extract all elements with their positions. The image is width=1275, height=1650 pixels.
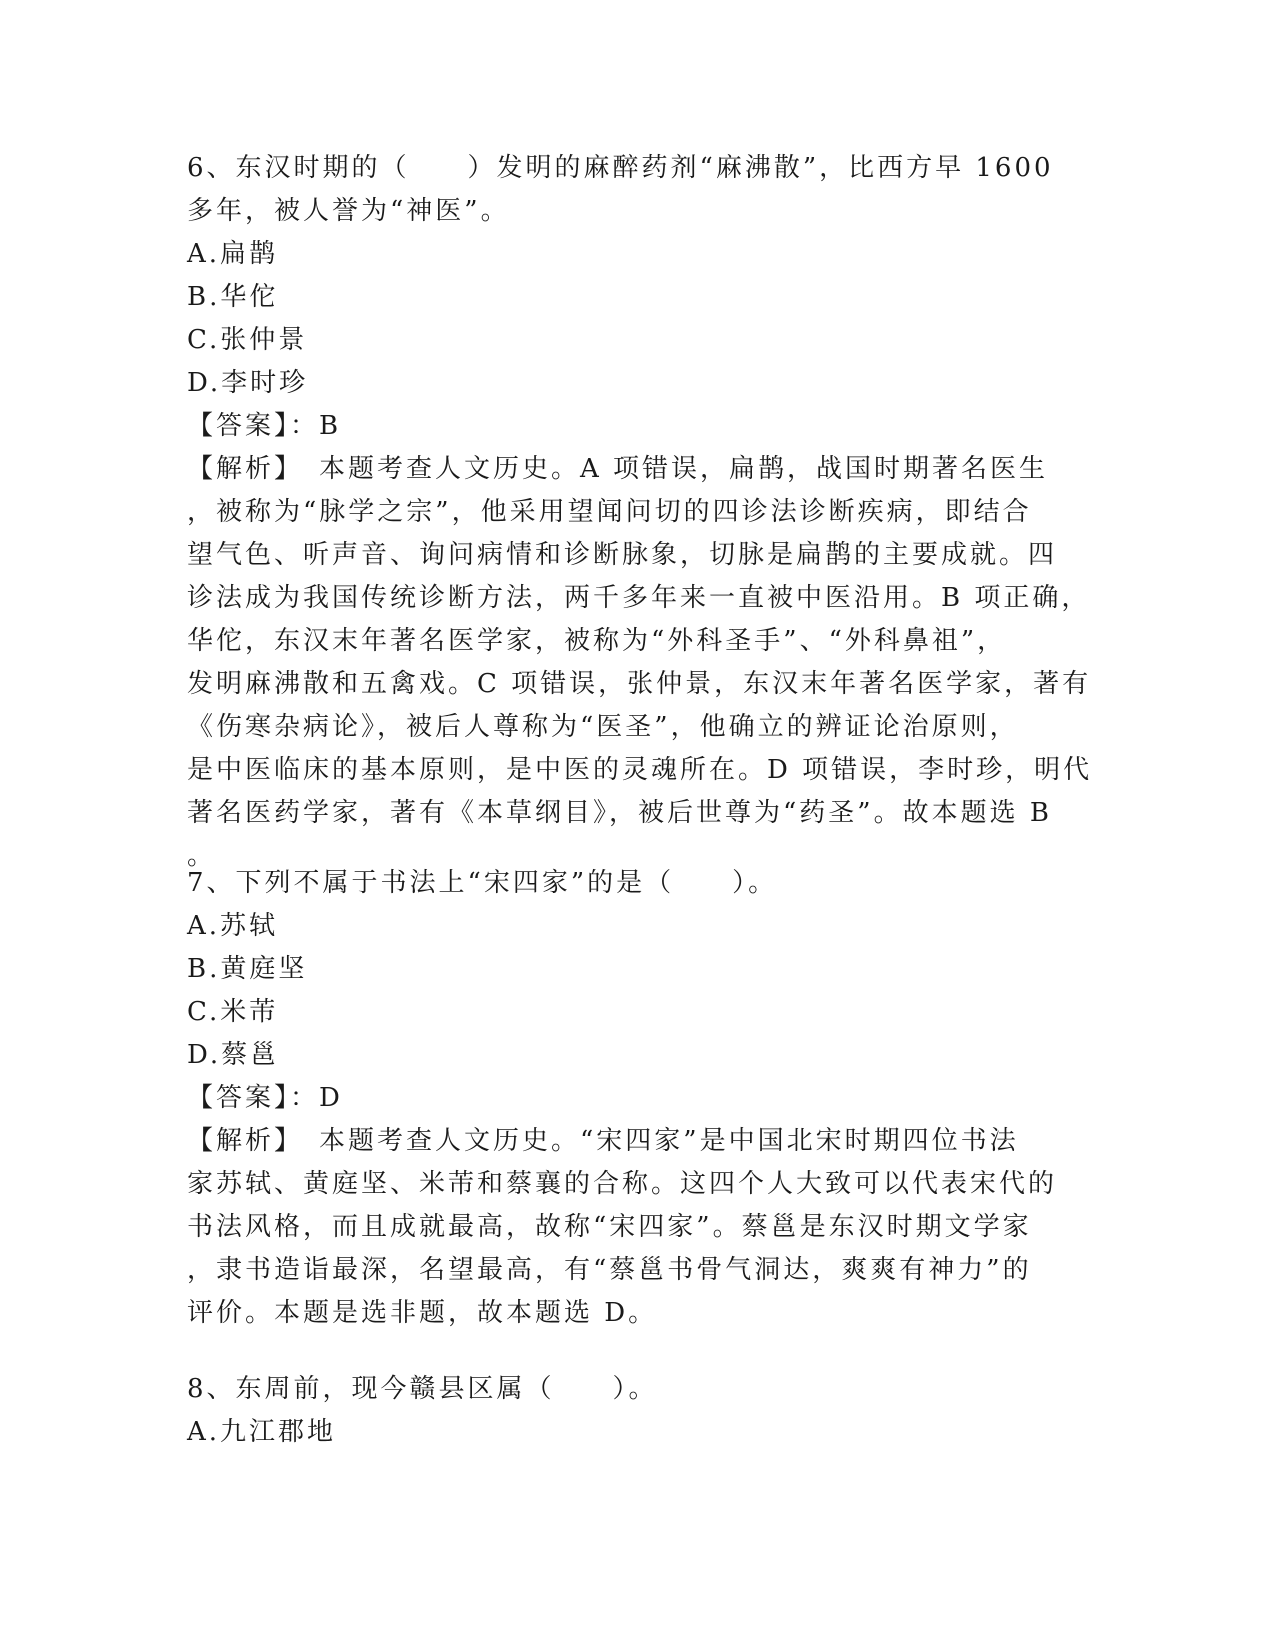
analysis-line: 望气色、听声音、询问病情和诊断脉象，切脉是扁鹊的主要成就。四: [187, 540, 1058, 570]
answer: 【答案】：B: [187, 411, 342, 441]
analysis-line: 家苏轼、黄庭坚、米芾和蔡襄的合称。这四个人大致可以代表宋代的: [187, 1169, 1058, 1199]
analysis-line: 【解析】 本题考查人文历史。“宋四家”是中国北宋时期四位书法: [187, 1126, 1019, 1156]
option-d: D.李时珍: [187, 368, 309, 398]
option-d: D.蔡邕: [187, 1040, 280, 1070]
analysis-line: 是中医临床的基本原则，是中医的灵魂所在。D 项错误，李时珍，明代: [187, 755, 1093, 785]
question-stem: 7、下列不属于书法上“宋四家”的是（ ）。: [187, 868, 778, 898]
analysis-line: 诊法成为我国传统诊断方法，两千多年来一直被中医沿用。B 项正确，: [187, 583, 1091, 613]
question-stem: 多年，被人誉为“神医”。: [187, 196, 510, 226]
question-6: [187, 147, 1093, 878]
analysis-line: ，被称为“脉学之宗”，他采用望闻问切的四诊法诊断疾病，即结合: [187, 497, 1032, 527]
option-a: A.扁鹊: [187, 239, 279, 269]
option-b: B.华佗: [187, 282, 279, 312]
option-a: A.九江郡地: [187, 1417, 337, 1447]
analysis-line: 【解析】 本题考查人文历史。A 项错误，扁鹊，战国时期著名医生: [187, 454, 1049, 484]
analysis-line: 华佗，东汉末年著名医学家，被称为“外科圣手”、“外科鼻祖”，: [187, 626, 1007, 656]
answer: 【答案】：D: [187, 1083, 343, 1113]
analysis-line: 。: [187, 841, 217, 871]
analysis-line: 《伤寒杂病论》，被后人尊称为“医圣”，他确立的辨证论治原则，: [187, 712, 1019, 742]
option-a: A.苏轼: [187, 911, 279, 941]
option-c: C.米芾: [187, 997, 279, 1027]
analysis-line: 著名医药学家，著有《本草纲目》，被后世尊为“药圣”。故本题选 B: [187, 798, 1052, 828]
question-stem: 8、东周前，现今赣县区属（ ）。: [187, 1374, 658, 1404]
analysis-line: 发明麻沸散和五禽戏。C 项错误，张仲景，东汉末年著名医学家，著有: [187, 669, 1092, 699]
option-c: C.张仲景: [187, 325, 308, 355]
question-8: [187, 1368, 1087, 1454]
analysis-line: ，隶书造诣最深，名望最高，有“蔡邕书骨气洞达，爽爽有神力”的: [187, 1255, 1032, 1285]
option-b: B.黄庭坚: [187, 954, 308, 984]
question-stem: 6、东汉时期的（ ）发明的麻醉药剂“麻沸散”，比西方早 1600: [187, 153, 1054, 183]
question-7: [187, 862, 1087, 1335]
analysis-line: 书法风格，而且成就最高，故称“宋四家”。蔡邕是东汉时期文学家: [187, 1212, 1032, 1242]
analysis-line: 评价。本题是选非题，故本题选 D。: [187, 1298, 658, 1328]
